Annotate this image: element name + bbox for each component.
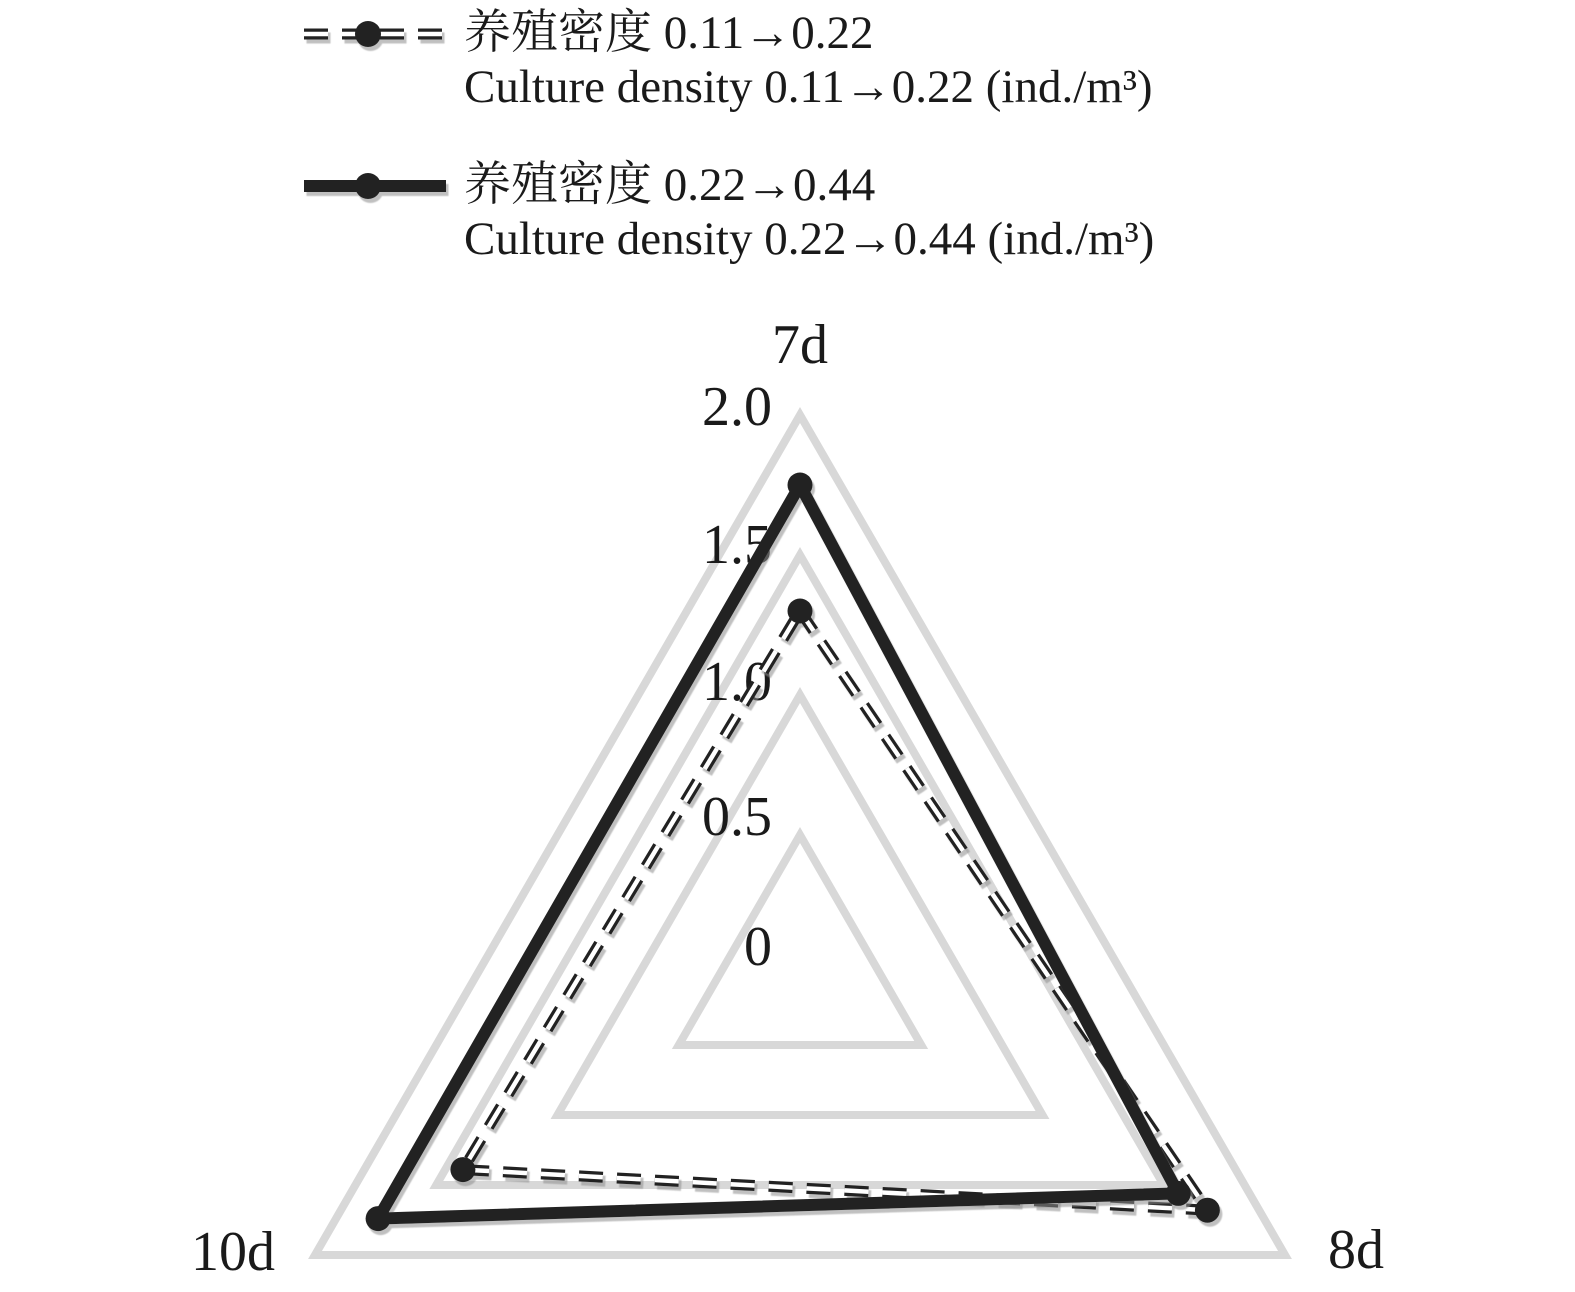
radial-tick-label: 0	[744, 915, 772, 978]
axis-label-8d: 8d	[1328, 1218, 1384, 1281]
axis-label-7d: 7d	[772, 313, 828, 376]
data-point-marker	[366, 1206, 391, 1231]
legend	[300, 6, 1154, 310]
series-line-dashed-core	[463, 611, 1208, 1210]
radial-tick-label: 1.0	[702, 650, 772, 713]
legend-label-zh: 养殖密度 0.22→0.44	[464, 159, 876, 211]
series-line-dashed	[463, 611, 1208, 1210]
axis-label-10d: 10d	[191, 1220, 275, 1283]
series-dashed	[450, 599, 1220, 1223]
data-point-marker	[788, 473, 813, 498]
solid-line-sample-icon	[300, 158, 450, 214]
legend-label-zh: 养殖密度 0.11→0.22	[464, 7, 874, 59]
data-point-marker	[450, 1157, 475, 1182]
legend-label-en: Culture density 0.22→0.44 (ind./m³)	[464, 213, 1155, 265]
data-point-marker	[1195, 1198, 1220, 1223]
gridline-triangle-0.5	[679, 835, 921, 1045]
dashed-line-sample-icon	[300, 6, 450, 62]
legend-label-en: Culture density 0.11→0.22 (ind./m³)	[464, 61, 1153, 113]
data-point-marker	[1166, 1181, 1191, 1206]
legend-item-dashed	[300, 6, 1154, 114]
data-point-marker	[788, 599, 813, 624]
gridline-triangle-1.5	[436, 555, 1163, 1185]
radial-tick-label: 1.5	[702, 513, 772, 576]
radial-tick-label: 2.0	[702, 375, 772, 438]
radial-tick-label: 0.5	[702, 785, 772, 848]
gridline-triangle-1	[558, 695, 1043, 1115]
legend-item-solid	[300, 158, 1154, 266]
